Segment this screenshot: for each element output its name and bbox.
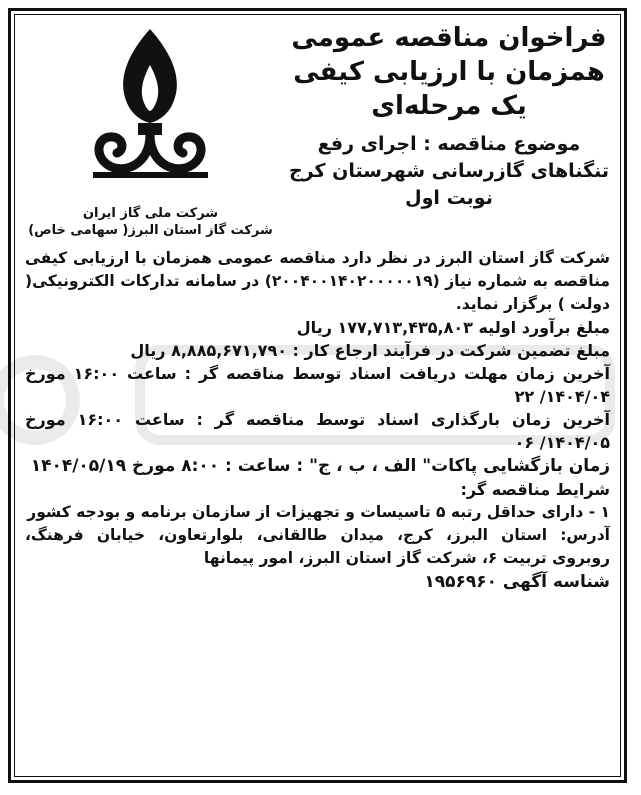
intro-paragraph: شرکت گاز استان البرز در نظر دارد مناقصه عمومی همزمان با ارزیابی کیفی مناقصه به شماره نیاز (۲۰۰۴۰۰۱۴۰۲۰۰۰۰۰۱۹) در سامانه تدارکات الکترونیکی( دولت ) برگزار نماید. [25, 249, 611, 313]
notice-box [14, 14, 621, 777]
ad-identifier: شناسه آگهی ۱۹۵۶۹۶۰ [424, 572, 610, 592]
notice-body [25, 247, 610, 594]
header [15, 15, 620, 245]
title-line-3: یک مرحله‌ای [371, 91, 527, 121]
company-name-2: شرکت گاز استان البرز( سهامی خاص) [28, 223, 273, 238]
title-line-1: فراخوان مناقصه عمومی [291, 23, 607, 53]
subject-line-2: تنگناهای گازرسانی شهرستان کرج [288, 160, 610, 182]
estimate-amount: مبلغ برآورد اولیه ۱۷۷,۷۱۳,۴۳۵,۸۰۳ ریال [296, 318, 610, 337]
gas-company-flame-logo-icon [83, 25, 218, 195]
subject-line-3: نوبت اول [405, 187, 493, 209]
address: آدرس: استان البرز، کرج، میدان طالقانی، بلوارتعاون، خیابان فرهنگ، روبروی تربیت ۶، شرکت گاز استان البرز، امور پیمانها [25, 526, 610, 567]
company-name-1: شرکت ملی گاز ایران [82, 206, 219, 221]
document-receipt-deadline: آخرین زمان مهلت دریافت اسناد توسط مناقصه گر : ساعت ۱۶:۰۰ مورخ ۱۴۰۴/۰۴/ ۲۲ [25, 364, 610, 406]
logo-block [23, 25, 278, 240]
guarantee-amount: مبلغ تضمین شرکت در فرآیند ارجاع کار : ۸,۸۸۵,۶۷۱,۷۹۰ ریال [130, 341, 610, 360]
document-upload-deadline: آخرین زمان بارگذاری اسناد توسط مناقصه گر : ساعت ۱۶:۰۰ مورخ ۱۴۰۴/۰۵/ ۰۶ [25, 410, 611, 452]
title-line-2: همزمان با ارزیابی کیفی [293, 57, 605, 87]
company-names [23, 205, 278, 239]
conditions-title: شرایط مناقصه گر: [460, 480, 610, 499]
envelope-opening-time: زمان بازگشایی پاکات" الف ، ب ، ج" : ساعت : ۸:۰۰ مورخ ۱۴۰۴/۰۵/۱۹ [30, 456, 610, 476]
subject-line-1: موضوع مناقصه : اجرای رفع [317, 133, 581, 155]
title-block [284, 21, 614, 212]
condition-1: ۱ - دارای حداقل رتبه ۵ تاسیسات و تجهیزات از سازمان برنامه و بودجه کشور [27, 503, 610, 521]
